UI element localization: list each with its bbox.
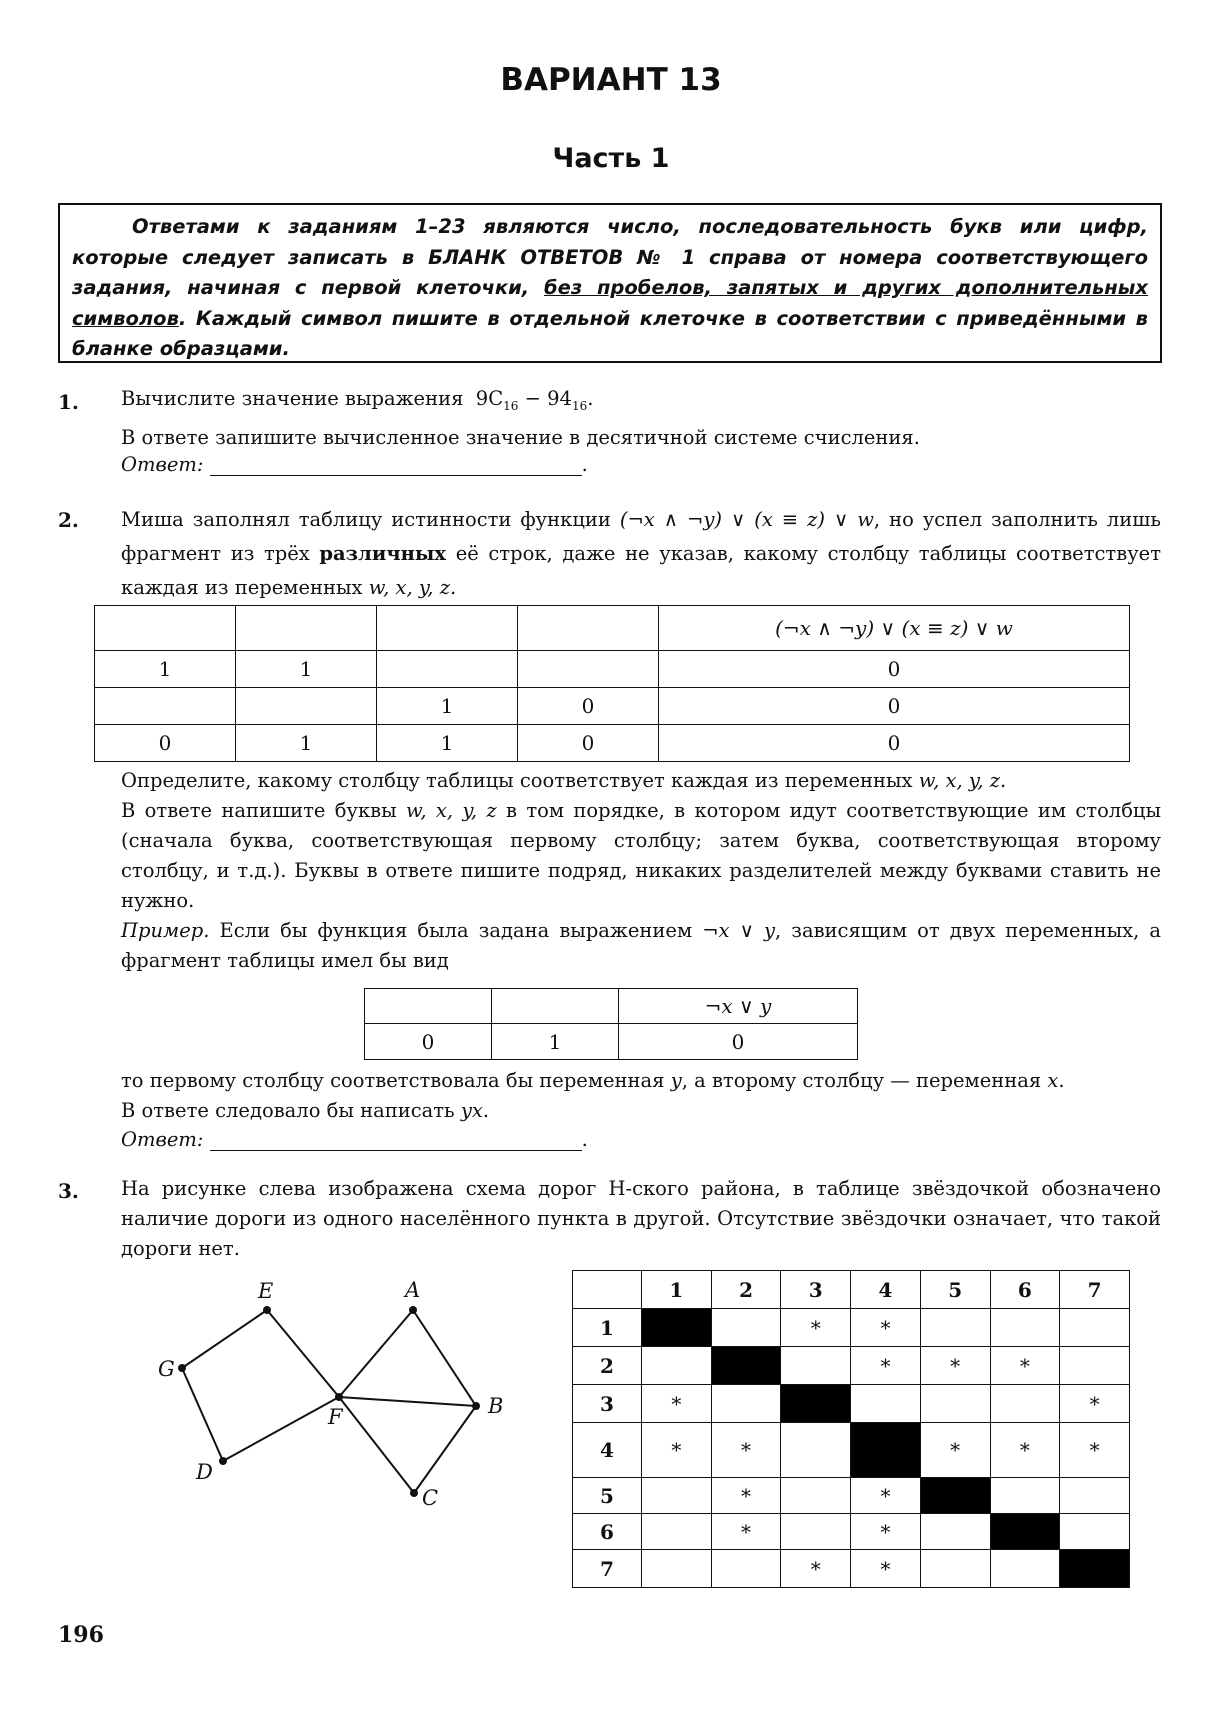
label-F: F <box>328 1405 343 1429</box>
task1-expr-a-base: 16 <box>503 398 519 413</box>
task2-after-var-x: x <box>1047 1069 1059 1092</box>
roads-table-col-header: 7 <box>1060 1271 1130 1309</box>
task1-expr-b: 94 <box>547 387 572 410</box>
roads-table-row-header: 7 <box>573 1550 642 1588</box>
edge-F-C <box>339 1397 414 1493</box>
task2-after2-a: В ответе следовало бы написать <box>121 1099 455 1122</box>
task2-function: (¬x ∧ ¬y) ∨ (x ≡ z) ∨ w <box>619 508 874 531</box>
roads-table-cell <box>642 1550 712 1588</box>
task2-bold-word: различных <box>319 542 447 565</box>
task2-example-a: Если бы функция была задана выражением <box>219 919 693 942</box>
roads-table-cell: * <box>711 1514 781 1550</box>
truth-table-header-cell <box>236 606 377 651</box>
label-C: C <box>422 1486 439 1510</box>
roads-table-cell <box>711 1550 781 1588</box>
roads-table-cell <box>990 1309 1060 1347</box>
truth-table-cell <box>377 651 518 688</box>
task2-example-expr: ¬x ∨ y <box>702 919 776 942</box>
task1-minus: − <box>518 387 548 410</box>
task1-prompt <box>121 384 1161 421</box>
roads-table-cell <box>781 1347 851 1385</box>
roads-table-col-header: 3 <box>781 1271 851 1309</box>
task2-intro <box>121 503 1161 605</box>
roads-table-diagonal-cell <box>1060 1550 1130 1588</box>
edge-F-A <box>339 1310 413 1397</box>
roads-table <box>572 1270 1130 1588</box>
roads-table-col-header: 4 <box>851 1271 921 1309</box>
task2-after-c: . <box>1058 1069 1065 1092</box>
roads-table-row <box>573 1309 1130 1347</box>
example-table-row <box>365 1024 858 1060</box>
label-A: A <box>405 1278 421 1302</box>
task2-after-b: , а второму столбцу — переменная <box>681 1069 1042 1092</box>
roads-table-row-header: 6 <box>573 1514 642 1550</box>
roads-table-cell: * <box>642 1423 712 1478</box>
roads-table-col-header: 2 <box>711 1271 781 1309</box>
truth-table-cell: 0 <box>659 725 1130 762</box>
roads-table-cell <box>642 1478 712 1514</box>
roads-table-cell <box>920 1309 990 1347</box>
task2-vars: w, x, y, z. <box>368 576 457 599</box>
roads-table-cell <box>920 1514 990 1550</box>
roads-table-cell: * <box>990 1347 1060 1385</box>
task1-expr-end: . <box>587 387 594 410</box>
task2-after2-answer: yx <box>460 1099 483 1122</box>
instructions-box <box>58 203 1162 363</box>
roads-table-cell: * <box>920 1423 990 1478</box>
roads-table-cell <box>851 1385 921 1423</box>
truth-table-cell <box>518 651 659 688</box>
roads-table-corner <box>573 1271 642 1309</box>
example-table-header-row <box>365 989 858 1024</box>
roads-table-cell <box>711 1309 781 1347</box>
truth-table <box>94 605 1130 762</box>
task2-after2-b: . <box>482 1099 490 1122</box>
task3-text: На рисунке слева изображена схема дорог Н-ского района, в таблице звёздочкой обозначено наличие дороги из одного населённого пункта в другой. Отсутствие звёздочки означает, что такой дороги нет. <box>121 1177 1161 1260</box>
roads-table-cell: * <box>851 1514 921 1550</box>
example-table <box>364 988 858 1060</box>
truth-table-cell: 0 <box>518 688 659 725</box>
roads-table-row-header: 4 <box>573 1423 642 1478</box>
truth-table-cell <box>236 688 377 725</box>
truth-table-header-cell <box>95 606 236 651</box>
task2-answer-label: Ответ: <box>121 1128 204 1151</box>
truth-table-header-cell <box>377 606 518 651</box>
roads-table-cell <box>1060 1478 1130 1514</box>
truth-table-cell: 1 <box>95 651 236 688</box>
instructions-underlined: без пробелов, запятых и других дополнительных символов <box>72 276 1148 330</box>
task1-expr-a: 9C <box>475 387 504 410</box>
roads-table-cell <box>990 1478 1060 1514</box>
task2-q1a: Определите, какому столбцу таблицы соответствует каждая из переменных <box>121 769 913 792</box>
task2-intro-b: , но успел заполнить лишь фрагмент из трёх <box>121 508 1162 565</box>
instructions-text-start: Ответами к заданиям 1–23 являются число, последовательность букв или цифр, которые следует записать в БЛАНК ОТВЕТОВ № 1 справа от номера соответствующего задания, начиная с первой клеточки, <box>72 215 1148 299</box>
task2-after-a: то первому столбцу соответствовала бы переменная <box>121 1069 665 1092</box>
truth-table-row <box>95 688 1130 725</box>
roads-table-cell <box>711 1385 781 1423</box>
roads-table-diagonal-cell <box>781 1385 851 1423</box>
task2-q2a: В ответе напишите буквы <box>121 799 397 822</box>
task2-q2c: в том порядке, в котором идут соответствующие им столбцы (сначала буква, соответствующая первому столбцу; затем буква, соответствующая второму столбцу, и т.д.). Буквы в ответе пишите подряд, никаких разделителей между буквами ставить не нужно. <box>121 799 1161 912</box>
roads-table-row <box>573 1385 1130 1423</box>
roads-table-cell: * <box>990 1423 1060 1478</box>
roads-table-diagonal-cell <box>851 1423 921 1478</box>
roads-table-diagonal-cell <box>920 1478 990 1514</box>
truth-table-cell: 0 <box>95 725 236 762</box>
node-E <box>263 1306 271 1314</box>
roads-table-cell: * <box>851 1309 921 1347</box>
example-table-header-cell <box>365 989 492 1024</box>
roads-table-row <box>573 1347 1130 1385</box>
example-table-cell: 0 <box>365 1024 492 1060</box>
task1-number: 1. <box>58 390 79 414</box>
truth-table-row <box>95 725 1130 762</box>
page-number: 196 <box>58 1622 104 1648</box>
edge-F-B <box>339 1397 476 1406</box>
roads-table-cell: * <box>642 1385 712 1423</box>
node-B <box>472 1402 480 1410</box>
roads-table-cell: * <box>781 1309 851 1347</box>
roads-table-cell: * <box>711 1423 781 1478</box>
edge-D-F <box>223 1397 339 1461</box>
roads-table-row-header: 2 <box>573 1347 642 1385</box>
truth-table-cell: 1 <box>236 725 377 762</box>
roads-table-row-header: 5 <box>573 1478 642 1514</box>
task2-question <box>121 766 1161 976</box>
roads-table-cell <box>990 1385 1060 1423</box>
roads-table-cell <box>781 1478 851 1514</box>
roads-table-col-header: 1 <box>642 1271 712 1309</box>
task2-after-var-y: y <box>670 1069 682 1092</box>
roads-table-cell <box>642 1347 712 1385</box>
roads-table-diagonal-cell <box>642 1309 712 1347</box>
roads-table-row <box>573 1514 1130 1550</box>
roads-table-cell: * <box>851 1347 921 1385</box>
part-title: Часть 1 <box>552 143 670 174</box>
truth-table-row <box>95 651 1130 688</box>
example-table-function-header: ¬x ∨ y <box>619 989 858 1024</box>
label-G: G <box>158 1357 175 1381</box>
example-table-header-cell <box>492 989 619 1024</box>
roads-table-cell: * <box>851 1478 921 1514</box>
roads-table-row <box>573 1550 1130 1588</box>
example-table-cell: 1 <box>492 1024 619 1060</box>
roads-table-cell: * <box>781 1550 851 1588</box>
truth-table-cell <box>95 688 236 725</box>
label-E: E <box>258 1279 274 1303</box>
task1-expr-b-base: 16 <box>571 398 588 413</box>
page-title: ВАРИАНТ 13 <box>500 62 722 98</box>
example-table-cell: 0 <box>619 1024 858 1060</box>
task1-answer: Ответ: . <box>121 453 588 476</box>
roads-table-cell <box>990 1550 1060 1588</box>
task2-q2b: w, x, y, z <box>406 799 497 822</box>
roads-table-cell <box>1060 1309 1130 1347</box>
task2-q1b: w, x, y, z. <box>918 769 1007 792</box>
node-F <box>335 1393 343 1401</box>
task2-intro-c: её строк, даже не указав, какому столбцу таблицы соответствует каждая из переменных <box>121 542 1161 599</box>
roads-table-row <box>573 1423 1130 1478</box>
truth-table-header-row <box>95 606 1130 651</box>
task1-answer-label: Ответ: <box>121 453 204 476</box>
roads-table-cell <box>920 1550 990 1588</box>
task2-example-b: , зависящим от двух переменных, а фрагмент таблицы имел бы вид <box>121 919 1161 972</box>
label-B: B <box>488 1394 504 1418</box>
roads-table-cell <box>781 1514 851 1550</box>
edge-B-C <box>414 1406 476 1493</box>
node-A <box>409 1306 417 1314</box>
roads-table-row <box>573 1478 1130 1514</box>
roads-table-cell: * <box>1060 1385 1130 1423</box>
roads-table-cell <box>1060 1347 1130 1385</box>
roads-table-cell: * <box>920 1347 990 1385</box>
truth-table-cell: 0 <box>518 725 659 762</box>
roads-table-row-header: 1 <box>573 1309 642 1347</box>
edge-E-F <box>267 1310 339 1397</box>
roads-table-cell: * <box>1060 1423 1130 1478</box>
truth-table-header-cell <box>518 606 659 651</box>
task3-number: 3. <box>58 1179 79 1203</box>
truth-table-cell: 0 <box>659 651 1130 688</box>
truth-table-function-header: (¬x ∧ ¬y) ∨ (x ≡ z) ∨ w <box>659 606 1130 651</box>
node-C <box>410 1489 418 1497</box>
task2-answer-field[interactable] <box>210 1128 582 1151</box>
edge-E-G <box>182 1310 267 1368</box>
task2-intro-a: Миша заполнял таблицу истинности функции <box>121 508 611 531</box>
truth-table-cell: 1 <box>377 725 518 762</box>
roads-table-diagonal-cell <box>990 1514 1060 1550</box>
road-graph <box>140 1270 520 1520</box>
roads-table-cell <box>781 1423 851 1478</box>
roads-table-cell <box>642 1514 712 1550</box>
roads-table-col-header: 5 <box>920 1271 990 1309</box>
task1-instruction: В ответе запишите вычисленное значение в десятичной системе счисления. <box>121 426 920 449</box>
roads-table-cell: * <box>711 1478 781 1514</box>
node-G <box>178 1364 186 1372</box>
instructions-text-end: . Каждый символ пишите в отдельной клеточке в соответствии с приведёнными в бланке образцами. <box>72 306 1148 360</box>
roads-table-diagonal-cell <box>711 1347 781 1385</box>
roads-table-header-row <box>573 1271 1130 1309</box>
roads-table-cell <box>920 1385 990 1423</box>
roads-table-body <box>573 1309 1130 1588</box>
roads-table-cell <box>1060 1514 1130 1550</box>
roads-table-col-header: 6 <box>990 1271 1060 1309</box>
task1-prompt-text: Вычислите значение выражения <box>121 387 464 410</box>
task1-answer-field[interactable] <box>210 453 582 476</box>
label-D: D <box>196 1460 213 1484</box>
truth-table-cell: 0 <box>659 688 1130 725</box>
node-D <box>219 1457 227 1465</box>
truth-table-cell: 1 <box>377 688 518 725</box>
task2-number: 2. <box>58 508 79 532</box>
task2-answer: Ответ: . <box>121 1128 588 1151</box>
edge-G-D <box>182 1368 223 1461</box>
roads-table-cell: * <box>851 1550 921 1588</box>
task2-example-label: Пример. <box>121 919 210 942</box>
truth-table-cell: 1 <box>236 651 377 688</box>
edge-A-B <box>413 1310 476 1406</box>
task2-explanation <box>121 1066 1166 1126</box>
roads-table-row-header: 3 <box>573 1385 642 1423</box>
